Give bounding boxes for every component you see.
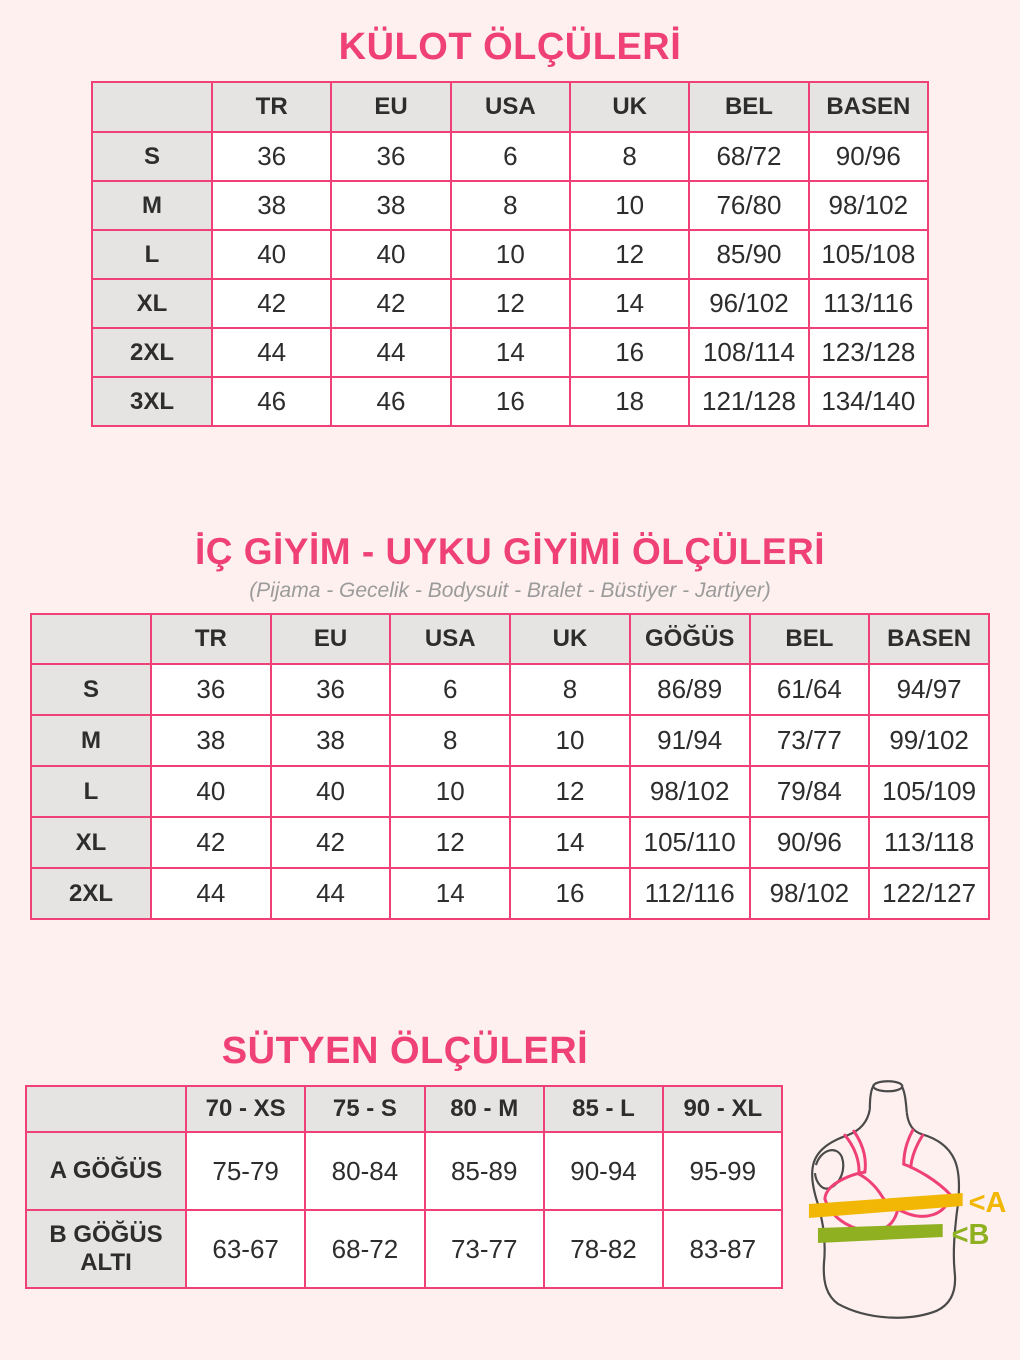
column-header: 85 - L <box>544 1086 663 1132</box>
size-cell: 42 <box>331 279 450 328</box>
row-label: S <box>92 132 212 181</box>
header-row <box>92 82 928 132</box>
size-cell: 12 <box>390 817 510 868</box>
size-cell: 12 <box>510 766 630 817</box>
column-header: 90 - XL <box>663 1086 782 1132</box>
size-cell: 113/116 <box>809 279 928 328</box>
measure-label-a: <A <box>969 1187 1007 1220</box>
size-cell: 83-87 <box>663 1210 782 1288</box>
row-label: L <box>31 766 151 817</box>
size-cell: 14 <box>390 868 510 919</box>
table-row <box>92 132 928 181</box>
size-cell: 16 <box>570 328 689 377</box>
table-row <box>92 230 928 279</box>
size-cell: 86/89 <box>630 664 750 715</box>
size-cell: 73-77 <box>425 1210 544 1288</box>
size-cell: 38 <box>271 715 391 766</box>
row-label: 2XL <box>92 328 212 377</box>
kulot-size-table <box>91 81 929 427</box>
size-cell: 98/102 <box>809 181 928 230</box>
row-label: B GÖĞÜS ALTI <box>26 1210 186 1288</box>
size-cell: 44 <box>271 868 391 919</box>
icgiyim-sizes-title: İÇ GİYİM - UYKU GİYİMİ ÖLÇÜLERİ <box>194 531 826 572</box>
size-cell: 14 <box>451 328 570 377</box>
size-cell: 10 <box>570 181 689 230</box>
size-cell: 76/80 <box>689 181 808 230</box>
size-cell: 8 <box>451 181 570 230</box>
row-label: XL <box>92 279 212 328</box>
size-cell: 16 <box>510 868 630 919</box>
size-cell: 75-79 <box>186 1132 305 1210</box>
column-header: 70 - XS <box>186 1086 305 1132</box>
corner-cell <box>26 1086 186 1132</box>
size-cell: 10 <box>451 230 570 279</box>
column-header: USA <box>390 614 510 664</box>
column-header: EU <box>271 614 391 664</box>
row-label: XL <box>31 817 151 868</box>
table-row <box>92 279 928 328</box>
size-cell: 36 <box>212 132 331 181</box>
size-cell: 12 <box>570 230 689 279</box>
row-label: 3XL <box>92 377 212 426</box>
size-cell: 112/116 <box>630 868 750 919</box>
size-cell: 63-67 <box>186 1210 305 1288</box>
sutyen-size-table <box>25 1085 783 1289</box>
table-row <box>31 766 989 817</box>
size-cell: 122/127 <box>869 868 989 919</box>
size-cell: 40 <box>271 766 391 817</box>
measure-label-b: <B <box>952 1218 990 1251</box>
size-cell: 79/84 <box>750 766 870 817</box>
size-cell: 90-94 <box>544 1132 663 1210</box>
column-header: 75 - S <box>305 1086 424 1132</box>
header-row <box>31 614 989 664</box>
column-header: UK <box>570 82 689 132</box>
column-header: UK <box>510 614 630 664</box>
row-label: M <box>92 181 212 230</box>
row-label: S <box>31 664 151 715</box>
icgiyim-sizes-subtitle: (Pijama - Gecelik - Bodysuit - Bralet - Büstiyer - Jartiyer) <box>249 579 771 602</box>
size-cell: 98/102 <box>750 868 870 919</box>
size-cell: 108/114 <box>689 328 808 377</box>
size-cell: 85-89 <box>425 1132 544 1210</box>
size-cell: 38 <box>331 181 450 230</box>
table-row <box>31 715 989 766</box>
size-cell: 42 <box>151 817 271 868</box>
size-cell: 95-99 <box>663 1132 782 1210</box>
size-cell: 42 <box>212 279 331 328</box>
size-cell: 61/64 <box>750 664 870 715</box>
size-cell: 10 <box>510 715 630 766</box>
kulot-sizes-title: KÜLOT ÖLÇÜLERİ <box>338 26 682 68</box>
table-row <box>26 1132 782 1210</box>
size-cell: 6 <box>451 132 570 181</box>
size-cell: 44 <box>151 868 271 919</box>
header-row <box>26 1086 782 1132</box>
size-cell: 73/77 <box>750 715 870 766</box>
sutyen-sizes-title: SÜTYEN ÖLÇÜLERİ <box>221 1030 589 1072</box>
table-row <box>26 1210 782 1288</box>
row-label: L <box>92 230 212 279</box>
size-cell: 46 <box>212 377 331 426</box>
bra-measurement-illustration <box>785 1077 1020 1349</box>
size-cell: 8 <box>510 664 630 715</box>
size-cell: 44 <box>331 328 450 377</box>
size-cell: 40 <box>212 230 331 279</box>
table-row <box>92 181 928 230</box>
row-label: A GÖĞÜS <box>26 1132 186 1210</box>
table-row <box>31 664 989 715</box>
table-row <box>92 328 928 377</box>
size-cell: 40 <box>151 766 271 817</box>
size-cell: 18 <box>570 377 689 426</box>
table-row <box>31 868 989 919</box>
size-cell: 38 <box>151 715 271 766</box>
column-header: BEL <box>689 82 808 132</box>
size-cell: 105/109 <box>869 766 989 817</box>
size-cell: 134/140 <box>809 377 928 426</box>
size-cell: 90/96 <box>750 817 870 868</box>
row-label: M <box>31 715 151 766</box>
size-cell: 94/97 <box>869 664 989 715</box>
size-cell: 68/72 <box>689 132 808 181</box>
size-cell: 36 <box>331 132 450 181</box>
size-cell: 8 <box>390 715 510 766</box>
size-cell: 14 <box>510 817 630 868</box>
size-cell: 121/128 <box>689 377 808 426</box>
size-cell: 96/102 <box>689 279 808 328</box>
icgiyim-size-table <box>30 613 990 920</box>
size-cell: 12 <box>451 279 570 328</box>
size-cell: 105/110 <box>630 817 750 868</box>
size-cell: 10 <box>390 766 510 817</box>
band-a-chest <box>809 1193 963 1218</box>
column-header: BASEN <box>869 614 989 664</box>
size-cell: 98/102 <box>630 766 750 817</box>
size-cell: 38 <box>212 181 331 230</box>
table-row <box>31 817 989 868</box>
size-cell: 90/96 <box>809 132 928 181</box>
size-cell: 36 <box>151 664 271 715</box>
column-header: BASEN <box>809 82 928 132</box>
size-cell: 44 <box>212 328 331 377</box>
size-cell: 6 <box>390 664 510 715</box>
row-label: 2XL <box>31 868 151 919</box>
size-cell: 36 <box>271 664 391 715</box>
size-cell: 105/108 <box>809 230 928 279</box>
table-row <box>92 377 928 426</box>
size-cell: 68-72 <box>305 1210 424 1288</box>
size-cell: 113/118 <box>869 817 989 868</box>
size-cell: 8 <box>570 132 689 181</box>
size-cell: 123/128 <box>809 328 928 377</box>
size-cell: 78-82 <box>544 1210 663 1288</box>
column-header: USA <box>451 82 570 132</box>
size-cell: 85/90 <box>689 230 808 279</box>
size-cell: 80-84 <box>305 1132 424 1210</box>
size-cell: 99/102 <box>869 715 989 766</box>
corner-cell <box>92 82 212 132</box>
sutyen-section <box>0 1030 1020 1349</box>
column-header: GÖĞÜS <box>630 614 750 664</box>
column-header: TR <box>151 614 271 664</box>
size-cell: 46 <box>331 377 450 426</box>
size-cell: 40 <box>331 230 450 279</box>
column-header: EU <box>331 82 450 132</box>
band-b-underbust <box>818 1224 943 1243</box>
corner-cell <box>31 614 151 664</box>
size-cell: 14 <box>570 279 689 328</box>
bra-outline <box>825 1130 951 1230</box>
column-header: 80 - M <box>425 1086 544 1132</box>
size-cell: 16 <box>451 377 570 426</box>
size-cell: 91/94 <box>630 715 750 766</box>
column-header: TR <box>212 82 331 132</box>
size-cell: 42 <box>271 817 391 868</box>
column-header: BEL <box>750 614 870 664</box>
